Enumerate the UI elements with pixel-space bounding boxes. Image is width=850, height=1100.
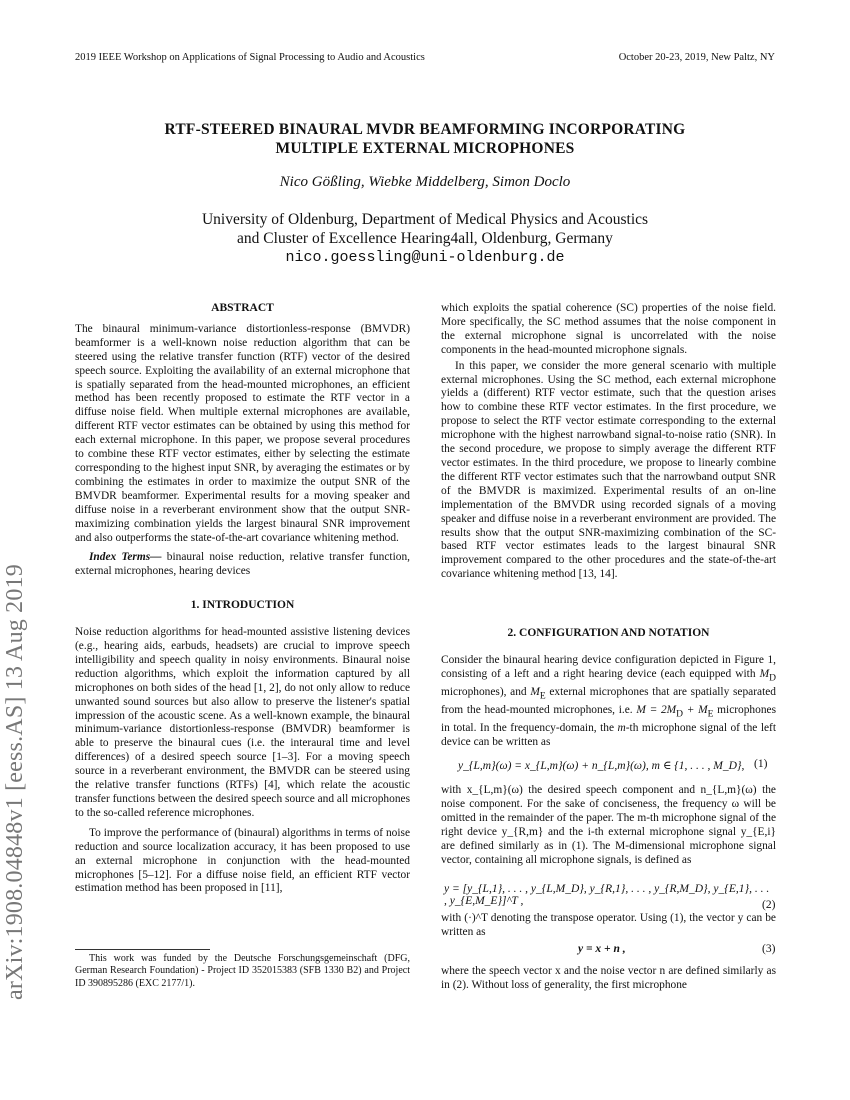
index-terms [75, 551, 410, 579]
equation-3-number: (3) [762, 943, 776, 955]
footnote-rule [75, 949, 210, 950]
affiliation-line-1: University of Oldenburg, Department of Medical Physics and Acoustics [201, 211, 649, 228]
section-2 [441, 627, 776, 750]
title-line-1: RTF-STEERED BINAURAL MVDR BEAMFORMING INCORPORATING [164, 121, 686, 138]
equation-3: y = x + n , [578, 943, 626, 955]
left-column [75, 302, 410, 896]
title-line-2: MULTIPLE EXTERNAL MICROPHONES [275, 140, 575, 157]
right-column [441, 302, 776, 582]
author-email: nico.goessling@uni-oldenburg.de [285, 249, 565, 266]
equation-1: y_{L,m}(ω) = x_{L,m}(ω) + n_{L,m}(ω), m ∈ {1, . . . , M_D}, [458, 760, 745, 772]
footnote [75, 953, 410, 990]
section-2-heading: 2. CONFIGURATION AND NOTATION [507, 627, 710, 639]
equation-2-number: (2) [762, 899, 776, 911]
arxiv-stamp: arXiv:1908.04848v1 [eess.AS] 13 Aug 2019 [2, 564, 28, 1000]
intro-paragraph-1: Noise reduction algorithms for head-mounted assistive listening devices (e.g., hearing aids, earbuds, headsets) are crucial to improve speech intelligibility and speech quality in noisy environments. Binaural noise reduction algorithms, which exploit the information captured by all microphones on both sides of the head [1, 2], do not only allow to reduce unwanted sound sources but also allow to preserve the listener's spatial impression of the acoustic scene. As a well-known example, the binaural minimum-variance distortionless-response (BMVDR) beamformer is able to preserve the binaural cues (i.e. the interaural time and level differences) of a desired speech source [1–3]. For a moving speech source in a reverberant environment, the BMVDR can be steered using the relative transfer functions (RTFs) [4], which relate the acoustic transfer functions between the desired speech source and all microphones to the so-called reference microphones. [75, 626, 410, 819]
affiliation-line-2: and Cluster of Excellence Hearing4all, Oldenburg, Germany [237, 230, 613, 247]
abstract-text: The binaural minimum-variance distortionless-response (BMVDR) beamformer is a well-known noise reduction algorithm that can be steered using the relative transfer function (RTF) vector of the desired speech source. Exploiting the availability of an external microphone that is spatially separated from the head-mounted microphones, an efficient method has been recently proposed to estimate the RTF vector in a diffuse noise field. When multiple external microphones are available, different RTF vector estimates can be obtained by using this method for each external microphone. In this paper, we propose several procedures to combine these RTF vector estimates, either by selecting the estimate corresponding to the highest input SNR, by averaging the estimates or by combining the estimates in order to maximize the output SNR of the BMVDR beamformer. Experimental results for a moving speaker and diffuse noise in a reverberant environment show that the output SNR-maximizing combination yields the largest binaural SNR improvement and also outperforms the state-of-the-art covariance whitening method. [75, 322, 410, 544]
index-terms-label: Index Terms— [89, 551, 162, 564]
affiliation [0, 210, 850, 248]
section-2-paragraph-2-block [441, 784, 776, 867]
abstract-heading: ABSTRACT [211, 302, 274, 314]
paper-title [0, 120, 850, 158]
section-2-paragraph-4: where the speech vector x and the noise vector n are defined similarly as in (2). Without loss of generality, the first microphone [441, 965, 776, 991]
section-2-paragraph-3: with (·)^T denoting the transpose operator. Using (1), the vector y can be written as [441, 912, 776, 938]
section-2-paragraph-4-block [441, 965, 776, 993]
right-paragraph-1: In this paper, we consider the more general scenario with multiple external microphones. Using the SC method, each external microphone yields a (different) RTF vector estimate, such that the question arises how to combine these RTF vector estimates. In the first procedure, we propose to select the RTF vector estimate corresponding to the external microphone with the highest narrowband signal-to-noise ratio (SNR). In the second procedure, we propose to simply average the different RTF vector estimates. In the third procedure, we propose to linearly combine the different RTF vector estimates such that the narrowband output SNR of the BMVDR is maximized. Experimental results of an on-line implementation of the BMVDR using recorded signals of a moving speaker and diffuse noise in a reverberant environment are provided. The results show that the output SNR-maximizing combination of the SC-based RTF vector estimates leads to the largest binaural SNR improvement compared to the other procedures and the state-of-the-art covariance whitening method [13, 14]. [441, 359, 776, 581]
authors: Nico Gößling, Wiebke Middelberg, Simon Doclo [279, 174, 571, 190]
equation-2: y = [y_{L,1}, . . . , y_{L,M_D}, y_{R,1}, . . . , y_{R,M_D}, y_{E,1}, . . . , y_{E,M_E}]^T , [444, 883, 770, 907]
intro-paragraph-2: To improve the performance of (binaural) algorithms in terms of noise reduction and source localization accuracy, it has been proposed to use an external microphone in conjunction with the head-mounted microphones [5–12]. For a diffuse noise field, an efficient RTF vector estimation method has been proposed in [11], [75, 826, 410, 895]
intro-heading: 1. INTRODUCTION [190, 599, 295, 612]
running-header-right: October 20-23, 2019, New Paltz, NY [618, 52, 775, 63]
equation-1-number: (1) [754, 758, 768, 770]
footnote-text: This work was funded by the Deutsche Forschungsgemeinschaft (DFG, German Research Foundation) - Project ID 352015383 (SFB 1330 B2) and Project ID 390895286 (EXC 2177/1). [75, 953, 410, 989]
right-paragraph-0: which exploits the spatial coherence (SC) properties of the noise field. More specifically, the SC method assumes that the noise component in the external microphone signal is uncorrelated with the noise components in the head-mounted microphone signals. [441, 302, 776, 356]
running-header-left: 2019 IEEE Workshop on Applications of Signal Processing to Audio and Acoustics [75, 52, 425, 63]
section-2-paragraph-2: with x_{L,m}(ω) the desired speech component and n_{L,m}(ω) the noise component. For the sake of conciseness, the frequency ω will be omitted in the remainder of the paper. The m-th microphone signal of the right device y_{R,m} and the i-th external microphone signal y_{E,i} are defined similarly as in (1). The M-dimensional microphone signal vector, containing all microphone signals, is defined as [441, 784, 776, 866]
section-2-paragraph-1: Consider the binaural hearing device configuration depicted in Figure 1, consisting of a left and a right hearing device (each equipped with $M_D$ microphones), and $M_E$ external microphones that are spatially separated from the head-mounted microphones, i.e. $M = 2M_D + M_E$ microphones in total. In the frequency-domain, the m-th microphone signal of the left device can be written as [441, 653, 777, 749]
section-2-paragraph-3-block [441, 912, 776, 940]
index-terms-text: binaural noise reduction, relative transfer function, external microphones, hearing devices [75, 551, 410, 578]
